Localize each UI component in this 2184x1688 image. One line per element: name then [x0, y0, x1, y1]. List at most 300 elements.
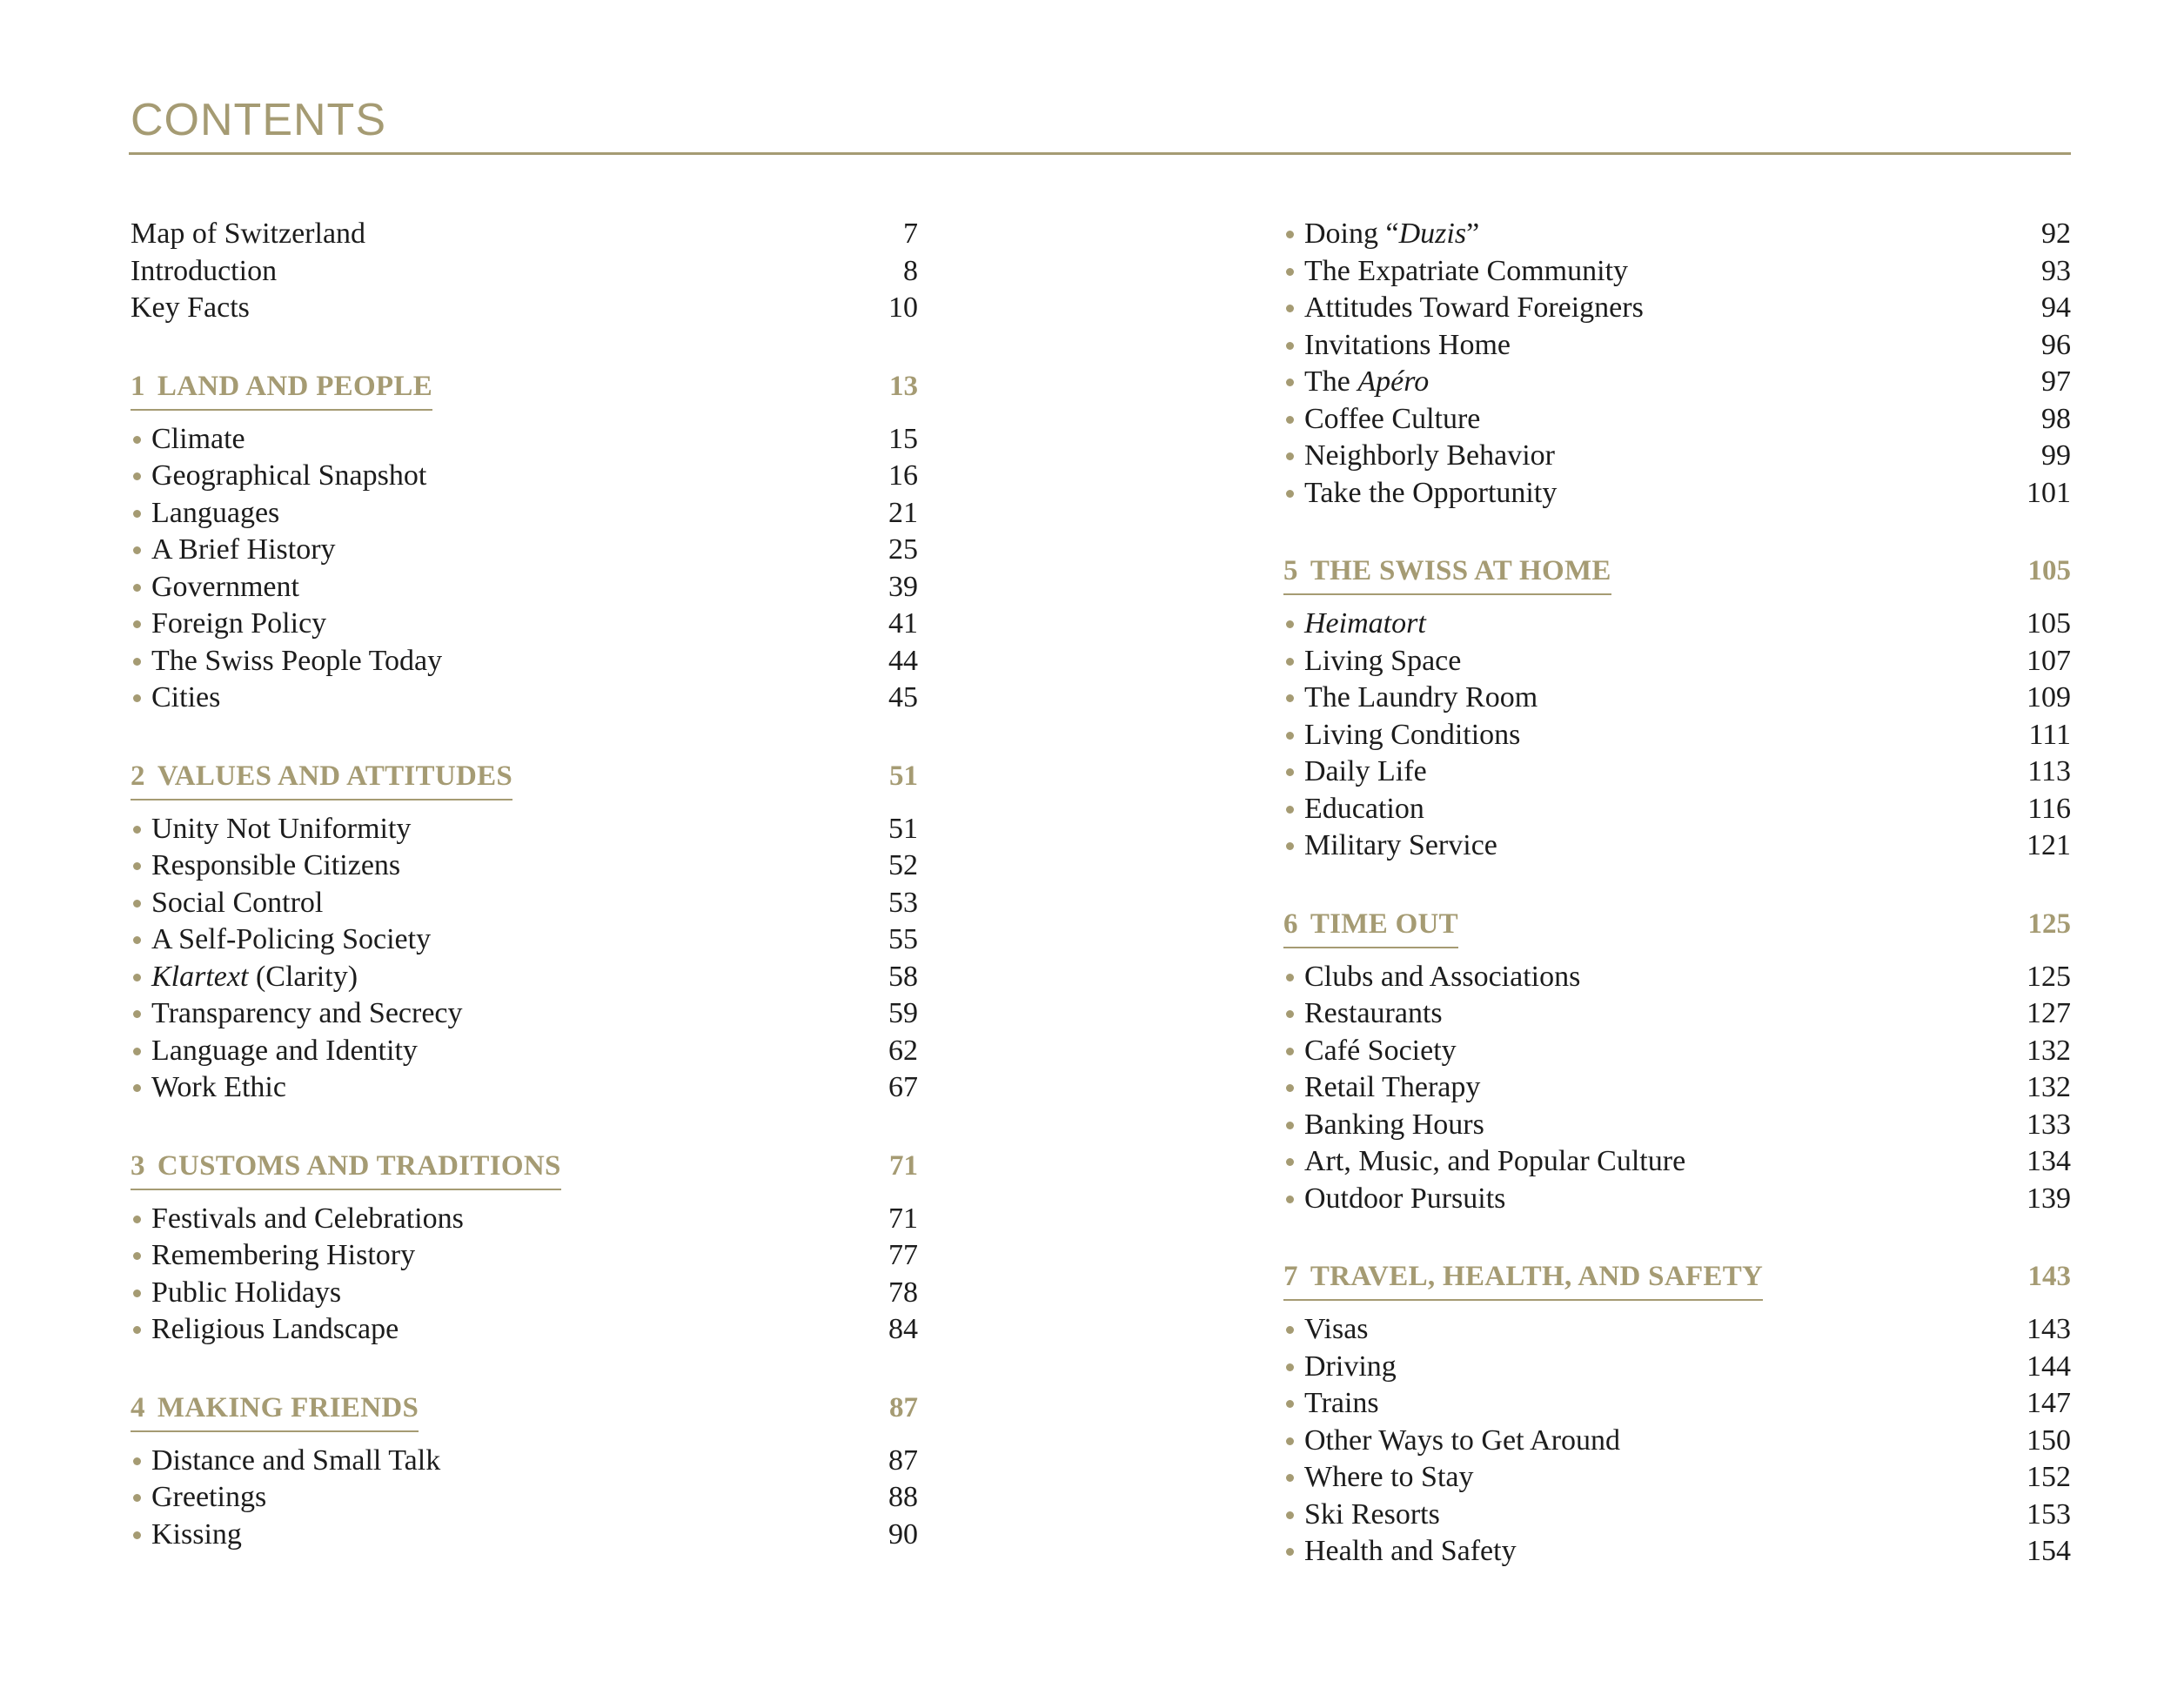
toc-item-label	[1304, 401, 1480, 439]
toc-item-label	[151, 959, 358, 996]
toc-item-label	[151, 847, 400, 885]
page-number: 62	[888, 1034, 918, 1067]
toc-item[interactable]	[131, 1033, 918, 1070]
bullet-icon	[1286, 1010, 1294, 1018]
toc-item[interactable]	[131, 1069, 918, 1107]
toc-item-label	[1304, 1423, 1620, 1460]
toc-item[interactable]	[1283, 643, 2071, 680]
page-number: 153	[2027, 1497, 2071, 1531]
bullet-icon	[133, 436, 141, 444]
bullet-icon	[1286, 768, 1294, 776]
page-number: 154	[2027, 1535, 2071, 1567]
page-number: 21	[888, 496, 918, 529]
label-text: ”	[1466, 218, 1480, 250]
bullet-icon	[1286, 416, 1294, 424]
toc-item-label	[1304, 1497, 1440, 1534]
bullet-icon	[1286, 1400, 1294, 1408]
bullet-icon	[1286, 1158, 1294, 1166]
toc-item[interactable]	[131, 643, 918, 680]
page-number: 87	[888, 1444, 918, 1477]
bullet-icon	[133, 1084, 141, 1092]
toc-item[interactable]	[1283, 1533, 2071, 1571]
toc-front-matter-item[interactable]	[131, 216, 918, 253]
page-number: 55	[888, 923, 918, 955]
toc-item-label	[1304, 216, 1479, 253]
toc-item-label	[1304, 1181, 1505, 1218]
page-number: 152	[2027, 1461, 2071, 1493]
page-number: 143	[2027, 1261, 2071, 1292]
toc-item-label	[151, 1517, 242, 1554]
page-number: 109	[2027, 681, 2071, 713]
toc-item-label	[1304, 253, 1628, 291]
page-number: 77	[888, 1239, 918, 1271]
bullet-icon	[1286, 842, 1294, 850]
page-number: 99	[2041, 439, 2071, 472]
toc-item[interactable]	[1283, 1069, 2071, 1107]
toc-item-label	[1304, 1385, 1379, 1423]
label-text: Doing “	[1304, 218, 1399, 250]
toc-item[interactable]	[1283, 1497, 2071, 1534]
page-number: 96	[2041, 328, 2071, 361]
label-text: Distance and Small Talk	[151, 1444, 441, 1477]
label-text: Geographical Snapshot	[151, 459, 427, 492]
page-number: 97	[2041, 365, 2071, 398]
section-number: 7	[1283, 1261, 1298, 1292]
section-title	[131, 1390, 419, 1432]
section-title	[131, 1149, 561, 1190]
toc-item[interactable]	[1283, 995, 2071, 1033]
label-text: Work Ethic	[151, 1071, 286, 1103]
page-number: 8	[903, 254, 918, 287]
toc-item-label	[1304, 643, 1461, 680]
page-number: 98	[2041, 402, 2071, 435]
page-number: 51	[888, 812, 918, 845]
toc-item[interactable]	[1283, 1033, 2071, 1070]
page-number: 45	[888, 681, 918, 713]
toc-item[interactable]	[131, 1311, 918, 1349]
label-text: Cities	[151, 681, 221, 713]
toc-item-label	[151, 569, 299, 606]
page-number: 113	[2027, 755, 2071, 787]
label-text: Trains	[1304, 1387, 1379, 1419]
label-text: Government	[151, 570, 299, 603]
toc-item[interactable]	[1283, 438, 2071, 475]
toc-item[interactable]	[131, 1517, 918, 1554]
section-number: 2	[131, 760, 145, 792]
label-text: Take the Opportunity	[1304, 476, 1558, 509]
bullet-icon	[1286, 620, 1294, 628]
section-title	[131, 369, 432, 411]
bullet-icon	[1286, 1548, 1294, 1556]
toc-item[interactable]	[1283, 327, 2071, 365]
page-number: 41	[888, 607, 918, 640]
toc-item[interactable]	[131, 921, 918, 959]
toc-item-label	[151, 643, 442, 680]
label-text: The Laundry Room	[1304, 681, 1538, 713]
page-number: 58	[888, 960, 918, 993]
toc-item-label	[1304, 827, 1497, 865]
toc-item[interactable]	[1283, 827, 2071, 865]
toc-item-label	[151, 421, 245, 459]
label-text: Responsible Citizens	[151, 849, 401, 881]
label-text: The Expatriate Community	[1304, 254, 1629, 287]
toc-column-left	[131, 216, 918, 1553]
label-text: Public Holidays	[151, 1276, 342, 1309]
toc-item-label	[1304, 290, 1644, 327]
toc-item[interactable]	[1283, 1181, 2071, 1218]
toc-item[interactable]	[131, 569, 918, 606]
toc-front-matter-item[interactable]	[131, 253, 918, 291]
toc-item-label	[1304, 327, 1511, 365]
bullet-icon	[1286, 1084, 1294, 1092]
toc-item[interactable]	[131, 811, 918, 848]
page-number: 94	[2041, 291, 2071, 324]
label-text: Ski Resorts	[1304, 1497, 1440, 1531]
toc-item-label	[1304, 959, 1580, 996]
toc-item[interactable]	[131, 1275, 918, 1312]
bullet-icon	[1286, 1511, 1294, 1519]
page-number: 132	[2027, 1071, 2071, 1103]
section-number: 1	[131, 370, 145, 402]
toc-item-label	[151, 1479, 266, 1517]
bullet-icon	[133, 1289, 141, 1297]
bullet-icon	[1286, 378, 1294, 386]
bullet-icon	[1286, 490, 1294, 498]
toc-item[interactable]	[1283, 1423, 2071, 1460]
page-number: 127	[2027, 997, 2071, 1029]
bullet-icon	[133, 936, 141, 944]
label-text: Living Space	[1304, 644, 1462, 677]
label-text: Language and Identity	[151, 1034, 418, 1067]
toc-item-label	[151, 811, 411, 848]
page-number: 121	[2027, 829, 2071, 861]
label-italic-text: Apéro	[1357, 365, 1430, 398]
label-text: Unity Not Uniformity	[151, 812, 412, 845]
section-title	[131, 759, 513, 800]
section-label: VALUES AND ATTITUDES	[157, 760, 513, 792]
page-number: 87	[889, 1391, 918, 1423]
label-text: Kissing	[151, 1517, 242, 1551]
section-label: LAND AND PEOPLE	[157, 370, 433, 402]
toc-item-label	[1304, 1311, 1369, 1349]
page-number: 107	[2027, 644, 2071, 677]
toc-item[interactable]	[1283, 1385, 2071, 1423]
bullet-icon	[1286, 1122, 1294, 1129]
label-text: Health and Safety	[1304, 1535, 1517, 1567]
toc-item[interactable]	[131, 959, 918, 996]
bullet-icon	[133, 584, 141, 592]
toc-item-label	[1304, 1069, 1480, 1107]
page-number: 143	[2027, 1313, 2071, 1345]
page-number: 10	[888, 291, 918, 324]
bullet-icon	[1286, 694, 1294, 702]
label-text: Foreign Policy	[151, 607, 327, 640]
toc-item-label	[1304, 1033, 1457, 1070]
bullet-icon	[133, 974, 141, 981]
page-number: 125	[2027, 960, 2071, 993]
bullet-icon	[133, 826, 141, 834]
label-text: Education	[1304, 792, 1424, 825]
toc-item-label	[151, 1311, 399, 1349]
bullet-icon	[1286, 268, 1294, 276]
toc-item-label	[1304, 791, 1424, 828]
toc-item[interactable]	[131, 885, 918, 922]
toc-item[interactable]	[131, 1443, 918, 1480]
toc-item[interactable]	[1283, 290, 2071, 327]
section-heading[interactable]	[131, 754, 918, 804]
bullet-icon	[133, 1048, 141, 1055]
section-label: THE SWISS AT HOME	[1310, 555, 1611, 586]
section-title	[1283, 907, 1458, 948]
toc-item[interactable]	[131, 680, 918, 717]
section-heading[interactable]	[131, 1385, 918, 1436]
bullet-icon	[133, 658, 141, 666]
label-text: Greetings	[151, 1481, 267, 1513]
bullet-icon	[133, 1010, 141, 1018]
toc-item[interactable]	[1283, 401, 2071, 439]
label-text: Festivals and Celebrations	[151, 1202, 464, 1235]
toc-item-label	[131, 290, 250, 327]
label-text: Attitudes Toward Foreigners	[1304, 291, 1644, 324]
page-number: 111	[2028, 718, 2071, 751]
toc-item[interactable]	[131, 532, 918, 569]
label-text: The	[1304, 365, 1358, 398]
label-text: A Self-Policing Society	[151, 923, 432, 955]
toc-item[interactable]	[1283, 791, 2071, 828]
page-number: 88	[888, 1481, 918, 1513]
toc-item-label	[1304, 1459, 1474, 1497]
page-number: 71	[888, 1202, 918, 1235]
label-text: Clubs and Associations	[1304, 960, 1581, 993]
section-title	[1283, 1259, 1763, 1301]
bullet-icon	[133, 510, 141, 518]
toc-item[interactable]	[131, 1201, 918, 1238]
label-text: Restaurants	[1304, 997, 1443, 1029]
bullet-icon	[133, 694, 141, 702]
label-text: Climate	[151, 422, 245, 455]
section-heading[interactable]	[1283, 548, 2071, 599]
section-label: TIME OUT	[1310, 908, 1458, 940]
page-number: 7	[903, 218, 918, 250]
label-text: Visas	[1304, 1313, 1369, 1345]
label-text: Transparency and Secrecy	[151, 997, 463, 1029]
section-heading[interactable]	[1283, 1254, 2071, 1304]
toc-item[interactable]	[1283, 717, 2071, 754]
bullet-icon	[133, 1494, 141, 1502]
page-number: 39	[888, 570, 918, 603]
toc-item-label	[151, 921, 431, 959]
label-text: (Clarity)	[248, 960, 358, 993]
page-number: 84	[888, 1313, 918, 1345]
toc-item-label	[151, 1069, 286, 1107]
section-heading[interactable]	[131, 364, 918, 414]
bullet-icon	[1286, 1474, 1294, 1482]
page-title: CONTENTS	[131, 95, 386, 145]
toc-item-label	[1304, 438, 1555, 475]
toc-item-label	[151, 1443, 440, 1480]
page-number: 51	[889, 760, 918, 792]
bullet-icon	[1286, 452, 1294, 460]
section-label: CUSTOMS AND TRADITIONS	[157, 1149, 561, 1182]
label-text: Other Ways to Get Around	[1304, 1423, 1621, 1457]
bullet-icon	[1286, 342, 1294, 350]
toc-item[interactable]	[131, 606, 918, 643]
label-text: Social Control	[151, 886, 324, 919]
section-number: 3	[131, 1149, 145, 1182]
toc-item-label	[151, 495, 279, 533]
toc-item-label	[1304, 1349, 1397, 1386]
page-number: 25	[888, 533, 918, 566]
label-text: Driving	[1304, 1350, 1397, 1383]
toc-item[interactable]	[1283, 253, 2071, 291]
page-number: 150	[2027, 1423, 2071, 1457]
toc-item-label	[151, 1033, 418, 1070]
label-text: Military Service	[1304, 829, 1497, 861]
page-number: 105	[2027, 607, 2071, 640]
bullet-icon	[133, 620, 141, 628]
toc-item[interactable]	[1283, 216, 2071, 253]
bullet-icon	[1286, 231, 1294, 238]
toc-item[interactable]	[131, 421, 918, 459]
section-number: 6	[1283, 908, 1298, 940]
label-text: Religious Landscape	[151, 1313, 399, 1345]
label-text: Map of Switzerland	[131, 218, 366, 250]
toc-item-label	[151, 995, 463, 1033]
section-label: MAKING FRIENDS	[157, 1391, 419, 1423]
page-number: 139	[2027, 1182, 2071, 1215]
toc-item-label	[1304, 1143, 1685, 1181]
label-text: Key Facts	[131, 291, 250, 324]
toc-item-label	[1304, 364, 1429, 401]
label-text: Invitations Home	[1304, 328, 1511, 361]
bullet-icon	[133, 1216, 141, 1223]
label-text: Banking Hours	[1304, 1108, 1484, 1141]
section-title	[1283, 553, 1611, 595]
toc-item-label	[151, 606, 326, 643]
page-number: 13	[889, 370, 918, 402]
label-text: A Brief History	[151, 533, 336, 566]
page-number: 132	[2027, 1034, 2071, 1067]
toc-item[interactable]	[1283, 1459, 2071, 1497]
bullet-icon	[1286, 1326, 1294, 1334]
label-text: Languages	[151, 496, 280, 529]
bullet-icon	[1286, 1196, 1294, 1203]
toc-item[interactable]	[131, 1237, 918, 1275]
page-number: 116	[2027, 792, 2071, 825]
toc-item[interactable]	[1283, 754, 2071, 791]
toc-column-right	[1283, 216, 2071, 1571]
label-text: Outdoor Pursuits	[1304, 1182, 1506, 1215]
toc-item[interactable]	[1283, 1143, 2071, 1181]
toc-item[interactable]	[1283, 959, 2071, 996]
toc-item[interactable]	[1283, 364, 2071, 401]
page-number: 90	[888, 1517, 918, 1551]
toc-item[interactable]	[1283, 1349, 2071, 1386]
bullet-icon	[133, 1457, 141, 1465]
toc-item[interactable]	[1283, 680, 2071, 717]
page-number: 147	[2027, 1387, 2071, 1419]
section-heading[interactable]	[131, 1143, 918, 1194]
toc-item-label	[131, 253, 277, 291]
page-number: 134	[2027, 1145, 2071, 1177]
toc-item-label	[1304, 995, 1443, 1033]
page-number: 133	[2027, 1108, 2071, 1141]
label-text: Daily Life	[1304, 755, 1427, 787]
toc-item-label	[1304, 754, 1427, 791]
section-number: 4	[131, 1391, 145, 1423]
page-number: 78	[888, 1276, 918, 1309]
toc-item-label	[1304, 606, 1426, 643]
toc-item-label	[151, 458, 426, 495]
page-number: 67	[888, 1071, 918, 1103]
bullet-icon	[1286, 1363, 1294, 1371]
bullet-icon	[133, 862, 141, 870]
title-divider	[129, 152, 2071, 155]
toc-item[interactable]	[131, 995, 918, 1033]
page-number: 59	[888, 997, 918, 1029]
toc-item-label	[151, 532, 336, 569]
bullet-icon	[1286, 1437, 1294, 1445]
bullet-icon	[1286, 1048, 1294, 1055]
toc-item-label	[151, 680, 220, 717]
page-number: 44	[888, 644, 918, 677]
bullet-icon	[1286, 974, 1294, 981]
label-italic-text: Duzis	[1398, 218, 1467, 250]
bullet-icon	[133, 546, 141, 554]
toc-item[interactable]	[1283, 475, 2071, 512]
toc-item-label	[131, 216, 365, 253]
label-text: Remembering History	[151, 1239, 416, 1271]
toc-item-label	[1304, 680, 1538, 717]
page-number: 93	[2041, 254, 2071, 287]
page-number: 125	[2027, 908, 2071, 940]
page-number: 16	[888, 459, 918, 492]
bullet-icon	[133, 900, 141, 908]
page-number: 144	[2027, 1350, 2071, 1383]
label-text: Introduction	[131, 254, 278, 287]
page-number: 53	[888, 886, 918, 919]
label-text: The Swiss People Today	[151, 644, 443, 677]
bullet-icon	[1286, 305, 1294, 312]
label-text: Café Society	[1304, 1034, 1457, 1067]
bullet-icon	[133, 472, 141, 480]
page-number: 101	[2027, 476, 2071, 509]
toc-item[interactable]	[131, 458, 918, 495]
toc-item-label	[151, 885, 323, 922]
bullet-icon	[133, 1531, 141, 1539]
label-text: Retail Therapy	[1304, 1071, 1481, 1103]
label-text: Neighborly Behavior	[1304, 439, 1555, 472]
toc-item[interactable]	[1283, 1107, 2071, 1144]
section-number: 5	[1283, 555, 1298, 586]
toc-item[interactable]	[131, 847, 918, 885]
section-label: TRAVEL, HEALTH, AND SAFETY	[1310, 1261, 1764, 1292]
toc-item[interactable]	[1283, 606, 2071, 643]
section-heading[interactable]	[1283, 901, 2071, 952]
toc-item-label	[1304, 1107, 1484, 1144]
page-number: 105	[2027, 555, 2071, 586]
toc-item-label	[151, 1237, 415, 1275]
label-text: Where to Stay	[1304, 1461, 1474, 1493]
toc-front-matter-item[interactable]	[131, 290, 918, 327]
page-number: 52	[888, 849, 918, 881]
toc-item[interactable]	[1283, 1311, 2071, 1349]
toc-item[interactable]	[131, 495, 918, 533]
toc-item[interactable]	[131, 1479, 918, 1517]
bullet-icon	[1286, 658, 1294, 666]
page-number: 71	[889, 1149, 918, 1182]
label-text: Coffee Culture	[1304, 402, 1481, 435]
